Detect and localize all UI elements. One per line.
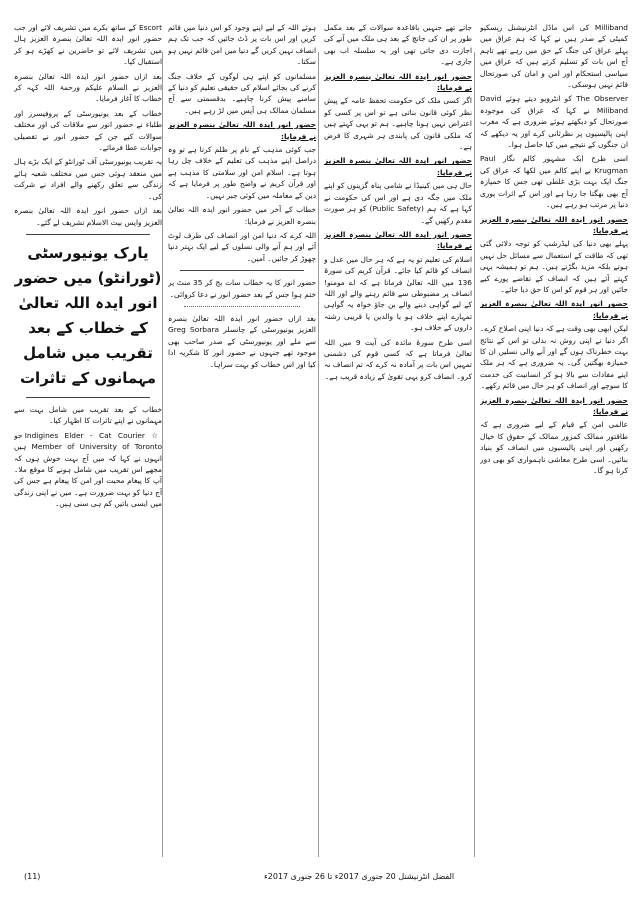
paragraph: ہوئے اللہ کے لیے اپنے وجود کو اس دنیا میں قائم کریں اور اس بات پر ڈٹ جائیں کہ جب تک ہم انصاف نہیں کریں گے دنیا میں امن قائم نہیں ہو سکتا۔ <box>168 23 316 67</box>
paragraph: اسی طرح سورۃ مائدہ کی آیت 9 میں اللہ تعالیٰ فرماتا ہے کہ کسی قوم کی دشمنی تمہیں اس بات پر آمادہ نہ کرے کہ تم انصاف نہ کرو۔ انصاف کرو یہی تقویٰ کے زیادہ قریب ہے۔ <box>324 337 472 381</box>
subheading: حضور انور ایدہ اللہ تعالیٰ بنصرہ العزیز نے فرمایا: <box>480 214 628 235</box>
paragraph: ☆ Indigines Elder - Cat Courier جو Member of University of Toronto ہیں انہوں نے کہا کہ میں آج بہت خوش ہوں کہ مجھے اس تقریب میں شامل ہونے کا موقع ملا۔ آپ کا پیغام محبت اور امن کا پیغام ہے جس کی آج دنیا کو بہت ضرورت ہے۔ میں نے اپنی زندگی میں ایسی باتیں کم ہی سنی ہیں۔ <box>14 430 162 509</box>
paragraph: خطاب کے بعد تقریب میں شامل بہت سے مہمانوں نے اپنے تاثرات کا اظہار کیا۔ <box>14 404 162 426</box>
paragraph: بعد ازاں حضور انور ایدہ اللہ تعالیٰ بنصرہ العزیز نے السلام علیکم ورحمۃ اللہ کہہ کر خطاب کا آغاز فرمایا۔ <box>14 71 162 104</box>
subheading: حضور انور ایدہ اللہ تعالیٰ بنصرہ العزیز نے فرمایا: <box>324 229 472 251</box>
subheading: حضور انور ایدہ اللہ تعالیٰ بنصرہ العزیز نے فرمایا: <box>324 71 472 93</box>
subheading: حضور انور ایدہ اللہ تعالیٰ بنصرہ العزیز نے فرمایا: <box>168 120 316 141</box>
column-divider <box>318 52 319 857</box>
page-number: (11) <box>24 872 41 881</box>
separator <box>26 397 150 398</box>
column-2 <box>324 22 472 867</box>
paragraph: خطاب کے بعد یونیورسٹی کے پروفیسرز اور طلباء نے حضور انور سے ملاقات کی اور مختلف سوالات کیے جن کے حضور انور نے تفصیلی جوابات عطا فرمائے۔ <box>14 108 162 153</box>
paragraph: خطاب کے آخر میں حضور انور ایدہ اللہ تعالیٰ بنصرہ العزیز نے فرمایا: <box>168 205 316 226</box>
column-4 <box>14 22 162 867</box>
separator <box>184 306 300 307</box>
subheading: حضور انور ایدہ اللہ تعالیٰ بنصرہ العزیز نے فرمایا: <box>480 299 628 320</box>
column-3 <box>168 22 316 867</box>
paragraph: بعد ازاں حضور انور ایدہ اللہ تعالیٰ بنصرہ العزیز واپس بیت الاسلام تشریف لے گئے۔ <box>14 206 162 227</box>
paragraph: مسلمانوں کو اپنے ہی لوگوں کے خلاف جنگ کرنے کی بجائے اسلام کی حقیقی تعلیم کو دنیا کے سامنے پیش کرنا چاہیے۔ بدقسمتی سے آج مسلمان ممالک ہی آپس میں لڑ رہے ہیں۔ <box>168 71 316 115</box>
column-divider <box>162 52 163 857</box>
paragraph: عالمی امن کے قیام کے لیے ضروری ہے کہ طاقتور ممالک کمزور ممالک کے حقوق کا خیال رکھیں اور اپنی پالیسیوں میں انصاف کو بنیاد بنائیں۔ اسی طرح معاشی ناہمواری کو بھی دور کرنا ہو گا۔ <box>480 420 628 476</box>
paragraph: اسلام کی تعلیم تو یہ ہے کہ ہر حال میں عدل و انصاف کو قائم کیا جائے۔ قرآن کریم کی سورۃ 136 میں اللہ تعالیٰ فرماتا ہے کہ اے مومنو! انصاف پر مضبوطی سے قائم رہنے والے اور اللہ کے لیے گواہی دینے والے بن جاؤ خواہ یہ گواہی تمہارے اپنے خلاف ہو یا والدین یا قریبی رشتہ داروں کے خلاف ہو۔ <box>324 254 472 333</box>
article-headline: یارک یونیورسٹی (ٹورانٹو) میں حضور انور ایدہ اللہ تعالیٰ کے خطاب کے بعد تقریب میں شامل مہمانوں کے تاثرات <box>14 243 162 387</box>
paragraph: یہ تقریب یونیورسٹی آف ٹورانٹو کے ایک بڑے ہال میں منعقد ہوئی جس میں مختلف شعبہ ہائے زندگی سے تعلق رکھنے والے افراد نے شرکت کی۔ <box>14 157 162 201</box>
paragraph: لیکن ابھی بھی وقت ہے کہ دنیا اپنی اصلاح کرے۔ اگر دنیا نے اپنی روش نہ بدلی تو اس کے نتائج بہت خطرناک ہوں گے اور آنے والی نسلیں ان کا خمیازہ بھگتیں گی۔ یہ ضروری ہے کہ ہر ملک اپنے مفادات سے بالا ہو کر انسانیت کی خدمت کا سوچے اور انصاف کو ہر حال میں قائم رکھے۔ <box>480 324 628 391</box>
paragraph: Escort کے ساتھ بکرے میں تشریف لائے اور جب حضور انور ایدہ اللہ تعالیٰ بنصرہ العزیز ہال میں تشریف لائے تو حاضرین نے کھڑے ہو کر استقبال کیا۔ <box>14 23 162 67</box>
paragraph: اللہ کرے کہ دنیا امن اور انصاف کی طرف لوٹ آئے اور ہم آنے والی نسلوں کے لیے ایک بہتر دنیا چھوڑ کر جائیں۔ آمین۔ <box>168 230 316 263</box>
paragraph: The Observer کو انٹرویو دیتے ہوئے David Miliband نے کہا کہ عراق کی موجودہ صورتحال کو دیکھتے ہوئے ضروری ہے کہ مغرب اپنی پالیسیوں پر نظرثانی کرے اور یہ دیکھے کہ ان جنگوں کے نتیجے میں کیا حاصل ہوا۔ <box>480 94 628 150</box>
paragraph: حضور انور کا یہ خطاب سات بج کر 35 منٹ پر ختم ہوا جس کے بعد حضور انور نے دعا کروائی۔ <box>168 278 316 299</box>
newspaper-page <box>14 22 628 867</box>
paragraph: بعد ازاں حضور انور ایدہ اللہ تعالیٰ بنصرہ العزیز یونیورسٹی کے چانسلر Greg Sorbara سے ملے اور یونیورسٹی کے صدر صاحب بھی موجود تھے جنہوں نے حضور انور کا شکریہ ادا کیا اور اس خطاب کو بہت سراہا۔ <box>168 313 316 369</box>
paragraph: حال ہی میں کینیڈا نے شامی پناہ گزینوں کو اپنے ملک میں جگہ دی ہے اور اس کی حکومت نے کہا ہے کہ ہم (Public Safety) کو ہر صورت مقدم رکھیں گے۔ <box>324 181 472 225</box>
paragraph: پہلے بھی دنیا کی لیڈرشپ کو توجہ دلائی گئی تھی کہ طاقت کے استعمال سے مسائل حل نہیں ہوتے بلکہ مزید بگڑتے ہیں۔ ہم تو ہمیشہ یہی کہتے آئے ہیں کہ انصاف کے تقاضے پورے کیے جائیں اور ہر قوم کو اس کا حق دیا جائے۔ <box>480 239 628 294</box>
paragraph: Milliband کی اس ماڈل انٹرنیشنل ریسکیو کمیٹی کے صدر ہیں نے کہا کہ ہم عراق میں پہلے عراق کی جنگ کے حق میں رہے تھے تاہم آج اس بات کو تسلیم کرتے ہیں کہ عراق میں سیاسی استحکام اور امن و امان کی صورتحال قائم نہیں ہوسکی۔ <box>480 23 628 90</box>
subheading: حضور انور ایدہ اللہ تعالیٰ بنصرہ العزیز نے فرمایا: <box>480 395 628 416</box>
paragraph: اسی طرح ایک مشہور کالم نگار Paul Krugman نے اپنے کالم میں لکھا کہ عراق کی جنگ ایک بہت بڑی غلطی تھی جس کا خمیازہ آج بھی بھگتا جا رہا ہے اور اس کے اثرات پوری دنیا پر مرتب ہو رہے ہیں۔ <box>480 154 628 210</box>
separator <box>26 234 150 235</box>
publication-date: الفضل انٹرنیشنل 20 جنوری 2017ء تا 26 جنوری 2017ء <box>264 872 455 881</box>
column-divider <box>474 52 475 857</box>
subheading: حضور انور ایدہ اللہ تعالیٰ بنصرہ العزیز نے فرمایا: <box>324 156 472 177</box>
paragraph: اگر کسی ملک کی حکومت تحفظ عامہ کے پیش نظر کوئی قانون بناتی ہے تو اس پر کسی کو اعتراض نہیں ہونا چاہیے۔ ہم تو یہی کہتے ہیں کہ ملکی قانون کی پابندی ہر شہری کا فرض ہے۔ <box>324 96 472 152</box>
paragraph: جب کوئی مذہب کے نام پر ظلم کرتا ہے تو وہ دراصل اپنے مذہب کی تعلیم کے خلاف چل رہا ہوتا ہے۔ اسلام امن اور سلامتی کا مذہب ہے اور قرآن کریم نے واضح طور پر فرمایا ہے کہ دین کے معاملہ میں کوئی جبر نہیں۔ <box>168 145 316 200</box>
page-footer <box>14 872 628 886</box>
column-1 <box>480 22 628 867</box>
paragraph: جاتے تھے جنہیں باقاعدہ سوالات کے بعد مکمل طور پر ان کی جانچ کے بعد ہی ملک میں آنے کی اجازت دی جاتی تھی اور یہ سلسلہ اب بھی جاری ہے۔ <box>324 23 472 67</box>
separator <box>180 270 304 271</box>
